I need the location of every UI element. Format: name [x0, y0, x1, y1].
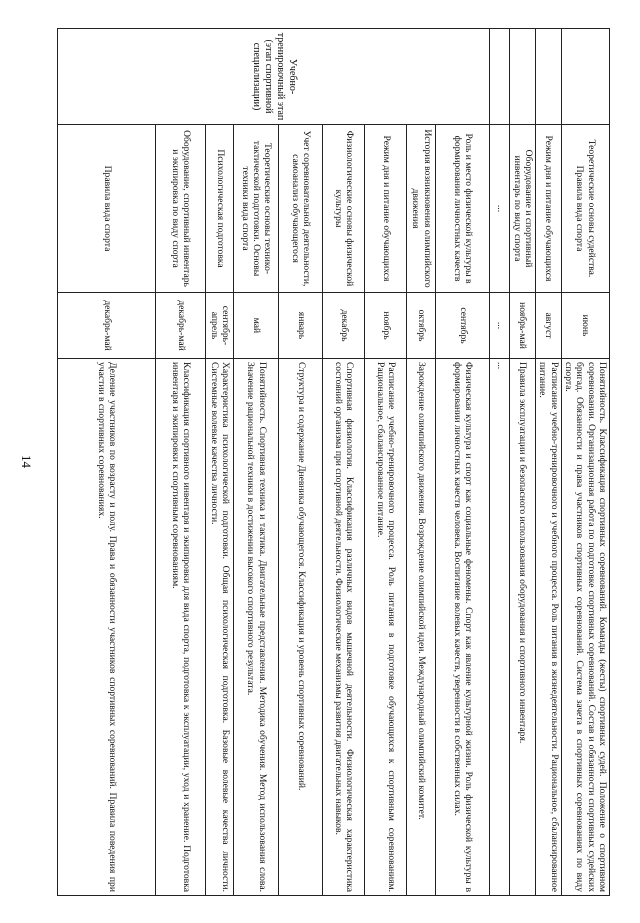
- section-cell-upper: [510, 29, 536, 125]
- content-cell: ...: [490, 359, 510, 896]
- section-label: Учебно-тренировочный этап (этап спортивной специализации): [58, 29, 490, 125]
- rotated-page: [68, 28, 610, 895]
- content-cell: Понятийность. Классификация спортивных соревнований. Команды (жесты) спортивных судей. Положение о спортивном соревновании. Организационная работа по подготовке спортивных соревнований. Состав и обязанности спортивных судейских бригад. Обязанности и права участников спортивных соревнований. Система зачета в спортивных соревнованиях по виду спорта.: [561, 359, 609, 896]
- month-cell: июнь: [561, 293, 609, 359]
- content-cell: Характеристика психологической подготовки. Общая психологическая подготовка. Базовые волевые качества личности. Системные волевые качества личности.: [206, 359, 234, 896]
- content-cell: Понятийность. Спортивная техника и тактика. Двигательные представления. Методика обучения. Метод использования слова. Значение рациональной техники в достижении высокого спортивного результата.: [234, 359, 279, 896]
- content-cell: Спортивная физиология. Классификация различных видов мышечной деятельности. Физиологическая характеристика состояний организма при спортивной деятельности. Физиологические механизмы развития двигательных навыков.: [323, 359, 365, 896]
- content-cell: Физическая культура и спорт как социальные феномены. Спорт как явление культурной жизни. Роль физической культуры в формировании личностных качеств человека. Воспитание волевых качеств, уверенности в собственных силах.: [436, 359, 490, 896]
- table-row: [510, 29, 536, 896]
- topic-cell: Физиологические основы физической культуры: [323, 125, 365, 293]
- table-row: [490, 29, 510, 896]
- content-cell: Расписание учебно-тренировочного и учебного процесса. Роль питания в жизнедеятельности. Рациональное, сбалансированное питание.: [536, 359, 562, 896]
- content-cell: Деление участников по возрасту и полу. Права и обязанности участников спортивных соревнований. Правила поведения при участии в спортивных соревнованиях.: [58, 359, 156, 896]
- month-cell: май: [234, 293, 279, 359]
- table-row: [536, 29, 562, 896]
- section-cell-upper: [561, 29, 609, 125]
- table-row: [58, 29, 156, 896]
- section-cell-upper: [490, 29, 510, 125]
- topic-cell: Режим дня и питание обучающихся: [536, 125, 562, 293]
- table-row: [365, 29, 407, 896]
- topic-cell: ...: [490, 125, 510, 293]
- topic-cell: Оборудование и спортивный инвентарь по виду спорта: [510, 125, 536, 293]
- table-row: [561, 29, 609, 896]
- topic-cell: Теоретические основы судейства. Правила вида спорта: [561, 125, 609, 293]
- table-row: [279, 29, 323, 896]
- month-cell: ноябрь-май: [510, 293, 536, 359]
- table-row: [323, 29, 365, 896]
- month-cell: октябрь: [407, 293, 436, 359]
- program-table: [58, 28, 611, 896]
- month-cell: ...: [490, 293, 510, 359]
- month-cell: сентябрь-апрель: [206, 293, 234, 359]
- topic-cell: Учет соревновательной деятельности, самоанализ обучающегося: [279, 125, 323, 293]
- month-cell: сентябрь: [436, 293, 490, 359]
- table-row: [234, 29, 279, 896]
- content-cell: Правила эксплуатации и безопасного использования оборудования и спортивного инвентаря.: [510, 359, 536, 896]
- table-row: [156, 29, 206, 896]
- table-row: [436, 29, 490, 896]
- topic-cell: Роль и место физической культуры в формировании личностных качеств: [436, 125, 490, 293]
- table-row: [407, 29, 436, 896]
- topic-cell: Правила вида спорта: [58, 125, 156, 293]
- content-cell: Структура и содержание Дневника обучающегося. Классификация и уровень спортивных соревнований.: [279, 359, 323, 896]
- topic-cell: Теоретические основы технико-тактической подготовки. Основы техники вида спорта: [234, 125, 279, 293]
- month-cell: январь: [279, 293, 323, 359]
- month-cell: ноябрь: [365, 293, 407, 359]
- section-cell-upper: [536, 29, 562, 125]
- topic-cell: Режим дня и питание обучающихся: [365, 125, 407, 293]
- topic-cell: Оборудование, спортивный инвентарь и экипировка по виду спорта: [156, 125, 206, 293]
- month-cell: декабрь: [323, 293, 365, 359]
- month-cell: декабрь-май: [58, 293, 156, 359]
- topic-cell: История возникновения олимпийского движения: [407, 125, 436, 293]
- table-row: [206, 29, 234, 896]
- content-cell: Классификация спортивного инвентаря и экипировки для вида спорта, подготовка к эксплуатации, уход и хранение. Подготовка инвентаря и экипировки к спортивным соревнованиям.: [156, 359, 206, 896]
- topic-cell: Психологическая подготовка: [206, 125, 234, 293]
- month-cell: август: [536, 293, 562, 359]
- content-cell: Расписание учебно-тренировочного процесса. Роль питания в подготовке обучающихся к спортивным соревнованиям. Рациональное, сбалансированное питание.: [365, 359, 407, 896]
- page-number: 14: [19, 455, 34, 468]
- content-cell: Зарождение олимпийского движения. Возрождение олимпийской идеи. Международный олимпийский комитет.: [407, 359, 436, 896]
- month-cell: декабрь-май: [156, 293, 206, 359]
